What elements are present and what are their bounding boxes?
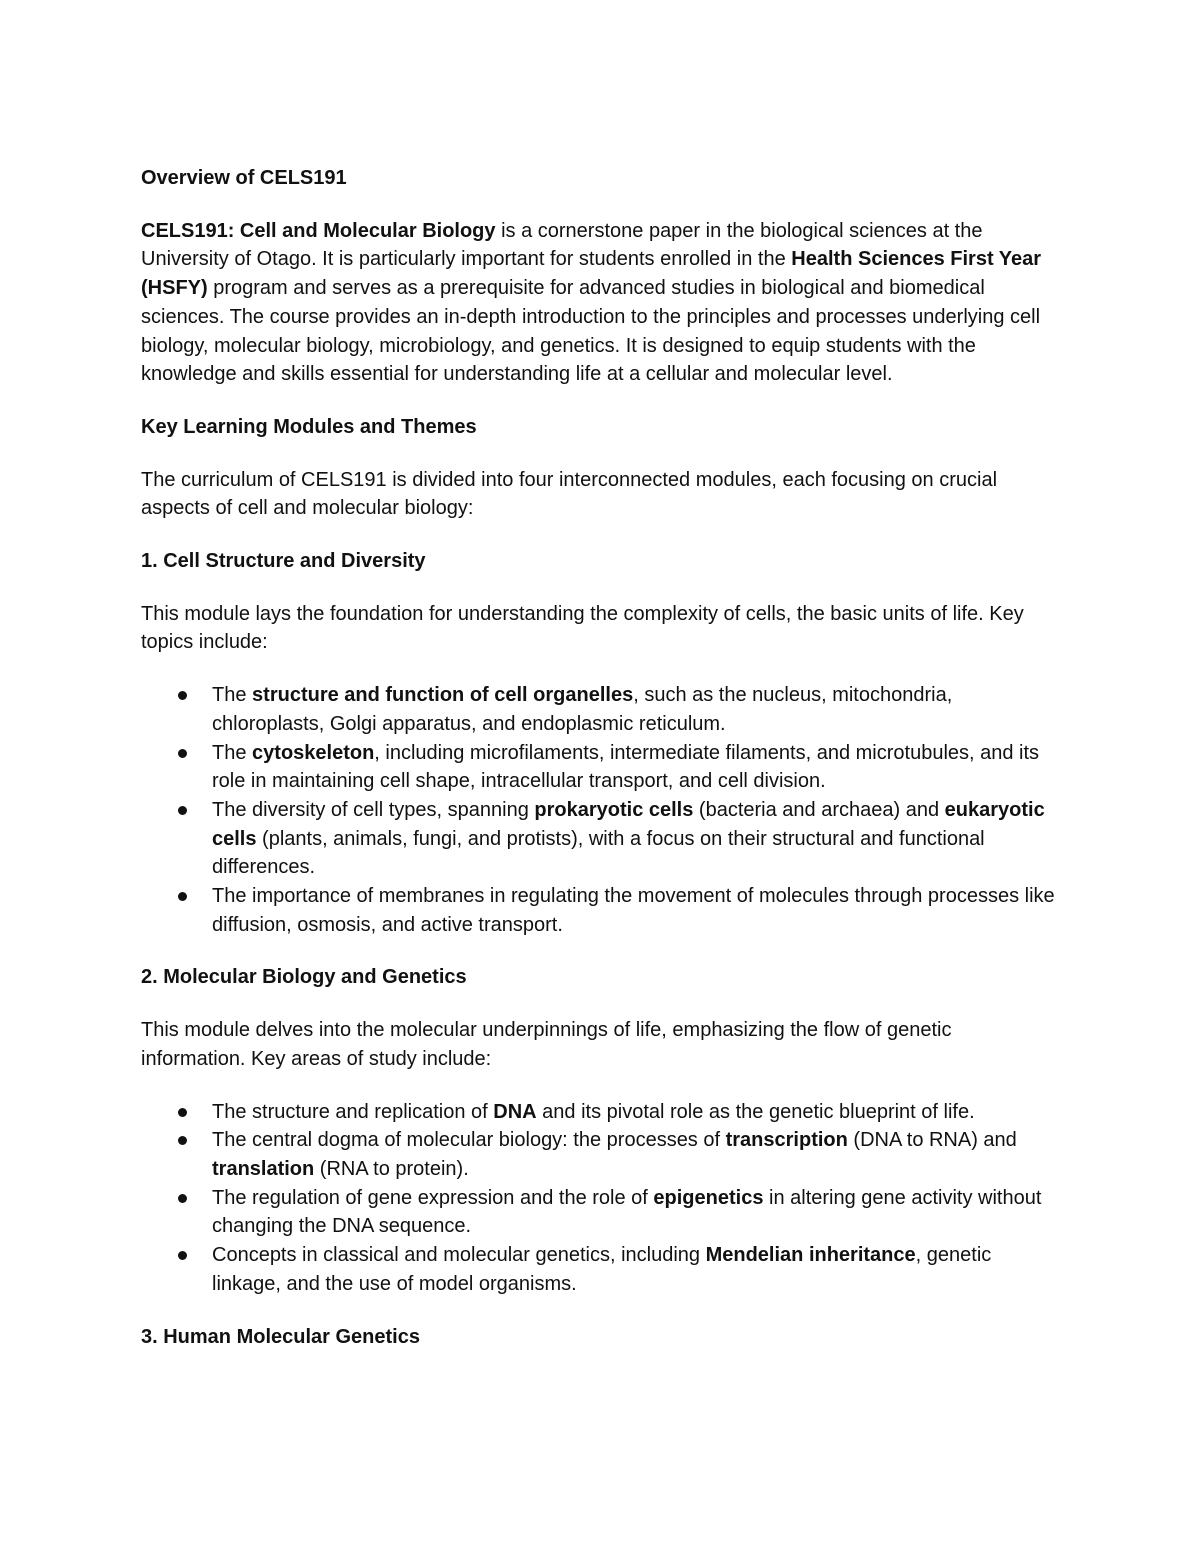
- list-item: [141, 739, 1061, 796]
- bullet-icon: [178, 1194, 187, 1203]
- document-page: [141, 164, 1061, 1351]
- bullet-text: in altering gene activity without changing the DNA sequence.: [212, 1186, 1042, 1238]
- list-item: [141, 1184, 1061, 1241]
- bullet-text: (plants, animals, fungi, and protists), with a focus on their structural and functional differences.: [212, 827, 985, 879]
- module2-intro: This module delves into the molecular underpinnings of life, emphasizing the flow of genetic information. Key areas of study include:: [141, 1019, 952, 1070]
- bullet-text: and its pivotal role as the genetic blueprint of life.: [536, 1100, 975, 1123]
- bullet-text: The central dogma of molecular biology: the processes of: [212, 1129, 726, 1152]
- list-item: [141, 1241, 1061, 1298]
- bullet-bold: eukaryotic cells: [212, 798, 1045, 850]
- list-item: [141, 796, 1061, 882]
- bullet-icon: [178, 1136, 187, 1145]
- bullet-text: The structure and replication of: [212, 1100, 494, 1123]
- module1-intro: This module lays the foundation for understanding the complexity of cells, the basic units of life. Key topics include:: [141, 602, 1024, 654]
- bullet-text: The diversity of cell types, spanning: [212, 798, 535, 821]
- bullet-bold: prokaryotic cells: [534, 798, 694, 821]
- bullet-text: (DNA to RNA) and: [847, 1129, 1017, 1152]
- intro-text-2: program and serves as a prerequisite for advanced studies in biological and biomedical sciences. The course provides an in-depth introduction to the principles and processes underlying cell biology, molecular biology, microbiology, and genetics. It is designed to equip students with the knowledge and skills essential for understanding life at a cellular and molecular level.: [141, 277, 1041, 386]
- bullet-bold: translation: [212, 1157, 315, 1180]
- bullet-bold: transcription: [725, 1129, 848, 1152]
- bullet-text: , including microfilaments, intermediate filaments, and microtubules, and its role in maintaining cell shape, intracellular transport, and cell division.: [212, 741, 1040, 793]
- hsfy-bold: Health Sciences First Year (HSFY): [141, 248, 1042, 300]
- module2-heading: 2. Molecular Biology and Genetics: [141, 966, 467, 989]
- bullet-text: The importance of membranes in regulating the movement of molecules through processes like diffusion, osmosis, and active transport.: [212, 885, 1055, 936]
- bullet-text: Concepts in classical and molecular genetics, including: [212, 1244, 706, 1267]
- module3-heading: 3. Human Molecular Genetics: [141, 1325, 420, 1348]
- bullet-bold: cytoskeleton: [252, 741, 375, 764]
- module2-bullet-list: [141, 1098, 1061, 1299]
- bullet-icon: [178, 691, 187, 700]
- bullet-icon: [178, 749, 187, 758]
- bullet-icon: [178, 892, 187, 901]
- bullet-text: , genetic linkage, and the use of model organisms.: [212, 1244, 992, 1295]
- list-item: [141, 681, 1061, 738]
- bullet-text: The regulation of gene expression and the role of: [212, 1186, 654, 1209]
- intro-text-1: is a cornerstone paper in the biological sciences at the University of Otago. It is particularly important for students enrolled in the: [141, 219, 983, 271]
- bullet-bold: structure and function of cell organelles: [252, 684, 634, 707]
- list-item: [141, 1126, 1061, 1183]
- course-name-bold: CELS191: Cell and Molecular Biology: [141, 219, 496, 242]
- section-heading: Key Learning Modules and Themes: [141, 415, 477, 438]
- intro-paragraph: [141, 217, 1061, 389]
- list-item: [141, 882, 1061, 939]
- bullet-icon: [178, 806, 187, 815]
- bullet-bold: Mendelian inheritance: [705, 1244, 916, 1267]
- bullet-text: , such as the nucleus, mitochondria, chloroplasts, Golgi apparatus, and endoplasmic reticulum.: [212, 684, 953, 735]
- module1-bullet-list: [141, 681, 1061, 939]
- bullet-text: (RNA to protein).: [314, 1157, 469, 1180]
- bullet-bold: DNA: [493, 1100, 537, 1123]
- bullet-icon: [178, 1251, 187, 1260]
- bullet-icon: [178, 1108, 187, 1117]
- section-paragraph: The curriculum of CELS191 is divided into four interconnected modules, each focusing on crucial aspects of cell and molecular biology:: [141, 468, 998, 520]
- bullet-text: The: [212, 741, 253, 764]
- module1-heading: 1. Cell Structure and Diversity: [141, 550, 426, 573]
- bullet-text: The: [212, 684, 253, 707]
- bullet-bold: epigenetics: [653, 1186, 764, 1209]
- document-title: Overview of CELS191: [141, 167, 347, 189]
- list-item: [141, 1098, 1061, 1127]
- bullet-text: (bacteria and archaea) and: [693, 798, 945, 821]
